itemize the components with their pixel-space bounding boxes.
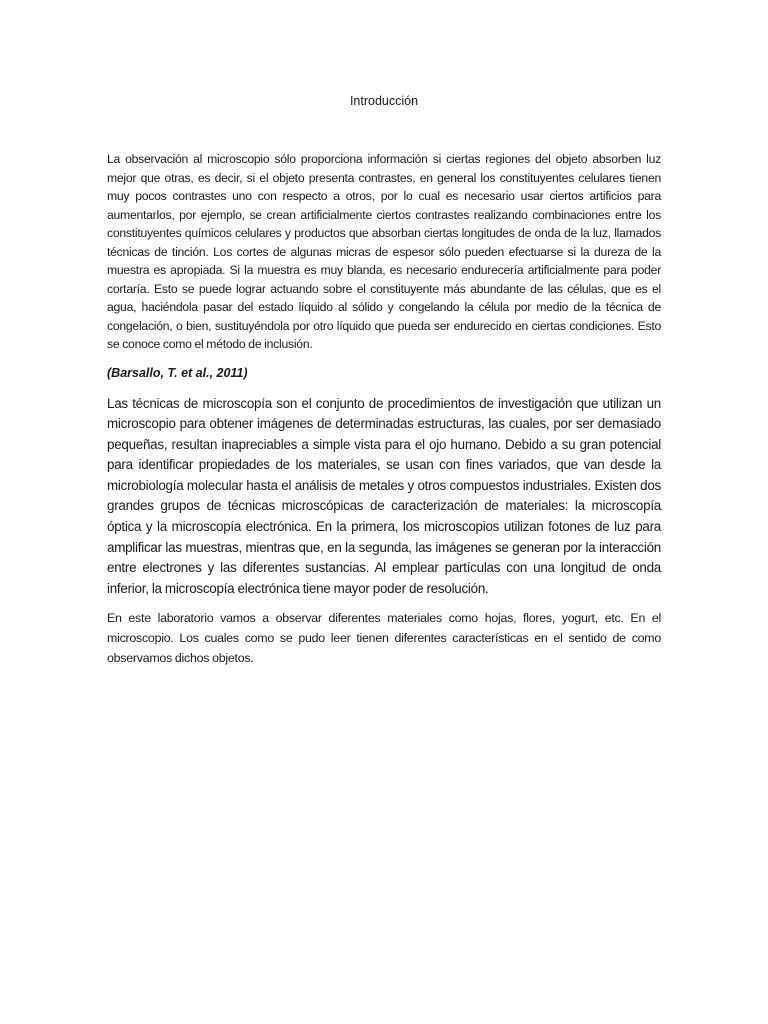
paragraph-intro: La observación al microscopio sólo proporciona información si ciertas regiones del objeto absorben luz mejor que otras, es decir, si el objeto presenta contrastes, en general los constituyentes celulares tienen muy pocos contrastes uno con respecto a otros, por lo cual es necesario usar ciertos artificios para aumentarlos, por ejemplo, se crean artificialmente ciertos contrastes realizando combinaciones entre los constituyentes químicos celulares y productos que absorban ciertas longitudes de onda de la luz, llamados técnicas de tinción. Los cortes de algunas micras de espesor sólo pueden efectuarse si la dureza de la muestra es apropiada. Si la muestra es muy blanda, es necesario endurecería artificialmente para poder cortaría. Esto se puede lograr actuando sobre el constituyente más abundante de las células, que es el agua, haciéndola pasar del estado líquido al sólido y congelando la célula por medio de la técnica de congelación, o bien, sustituyéndola por otro líquido que pueda ser endurecido en ciertas condiciones. Esto se conoce como el método de inclusión. <box>107 152 661 351</box>
citation: (Barsallo, T. et al., 2011) <box>107 365 248 380</box>
paragraph-laboratory: En este laboratorio vamos a observar diferentes materiales como hojas, flores, yogurt, etc. En el microscopio. Los cuales como se pudo leer tienen diferentes características en el sentido de como observamos dichos objetos. <box>107 611 661 666</box>
paragraph-microscopy-techniques: Las técnicas de microscopía son el conjunto de procedimientos de investigación que utilizan un microscopio para obtener imágenes de determinadas estructuras, las cuales, por ser demasiado pequeñas, resultan inapreciables a simple vista para el ojo humano. Debido a su gran potencial para identificar propiedades de los materiales, se usan con fines variados, que van desde la microbiología molecular hasta el análisis de metales y otros compuestos industriales. Existen dos grandes grupos de técnicas microscópicas de caracterización de materiales: la microscopía óptica y la microscopía electrónica. En la primera, los microscopios utilizan fotones de luz para amplificar las muestras, mientras que, en la segunda, las imágenes se generan por la interacción entre electrones y las diferentes sustancias. Al emplear partículas con una longitud de onda inferior, la microscopía electrónica tiene mayor poder de resolución. <box>107 395 661 596</box>
document-body <box>107 150 661 668</box>
page-title: Introducción <box>349 94 419 108</box>
